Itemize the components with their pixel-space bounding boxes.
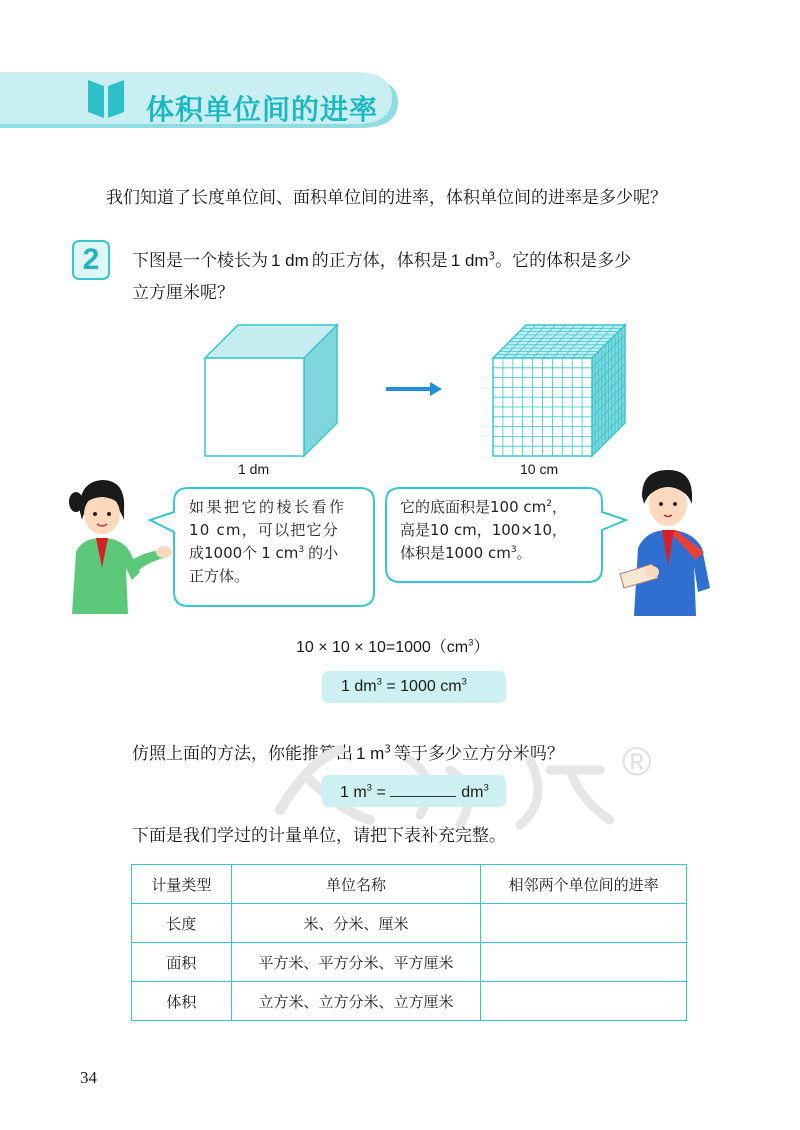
problem-line-2: 立方厘米呢？ [132, 283, 234, 303]
right-bubble-text: 它的底面积是100 $cm^2$， 高是10 cm，100×10， 体积是1000 $cm^3$。 [400, 498, 568, 562]
section-title: 体积单位间的进率 [146, 93, 379, 126]
table-header-cell: 单位名称 [231, 865, 481, 904]
table-cell-rate-input[interactable] [481, 943, 687, 982]
problem-number-badge [72, 240, 110, 280]
table-row [132, 904, 687, 943]
table-cell-units: 平方米、平方分米、平方厘米 [231, 943, 481, 982]
table-cell-type: 面积 [132, 943, 232, 982]
plain-cube-figure [200, 322, 340, 460]
book-icon [86, 76, 126, 120]
left-bubble-text: 如果把它的棱长看作 10 cm，可以把它分 成1000个 1 $cm^3$ 的小 正方体。 [189, 498, 347, 585]
table-cell-type: 长度 [132, 904, 232, 943]
table-row [132, 982, 687, 1021]
problem-line-1: 下图是一个棱长为 1 dm 的正方体，体积是 1 $dm^3$。它的体积是多少 [132, 251, 632, 271]
table-cell-units: 立方米、立方分米、立方厘米 [231, 982, 481, 1021]
measurement-units-table [131, 864, 687, 1021]
grid-cube-figure [488, 322, 628, 460]
follow-up-question: 仿照上面的方法，你能推算出 1 $m^3$ 等于多少立方分米吗？ [132, 744, 564, 764]
intro-text: 我们知道了长度单位间、面积单位间的进率，体积单位间的进率是多少呢？ [106, 188, 667, 208]
table-row [132, 943, 687, 982]
calculation-equation: $10 \times 10 \times 10=1000(cm^3)$ [296, 637, 490, 656]
table-cell-rate-input[interactable] [481, 904, 687, 943]
table-header-cell: 计量类型 [132, 865, 232, 904]
arrow-right-icon [386, 380, 442, 398]
registered-mark-icon: ® [622, 740, 652, 784]
cube-edge-label-dm: 1 dm [238, 461, 270, 477]
table-cell-rate-input[interactable] [481, 982, 687, 1021]
table-header-cell: 相邻两个单位间的进率 [481, 865, 687, 904]
answer-blank[interactable] [390, 782, 456, 797]
result-equation: 1 $dm^3 = 1000$ $cm^3$ [341, 676, 467, 695]
table-cell-type: 体积 [132, 982, 232, 1021]
fill-in-equation: 1 $m^3 = dm^3$ [340, 782, 489, 801]
page-number: 34 [80, 1068, 97, 1087]
table-header-row [132, 865, 687, 904]
cube-edge-label-cm: 10 cm [520, 461, 559, 477]
table-intro-text: 下面是我们学过的计量单位，请把下表补充完整。 [132, 826, 506, 846]
problem-number: 2 [82, 243, 100, 276]
table-cell-units: 米、分米、厘米 [231, 904, 481, 943]
